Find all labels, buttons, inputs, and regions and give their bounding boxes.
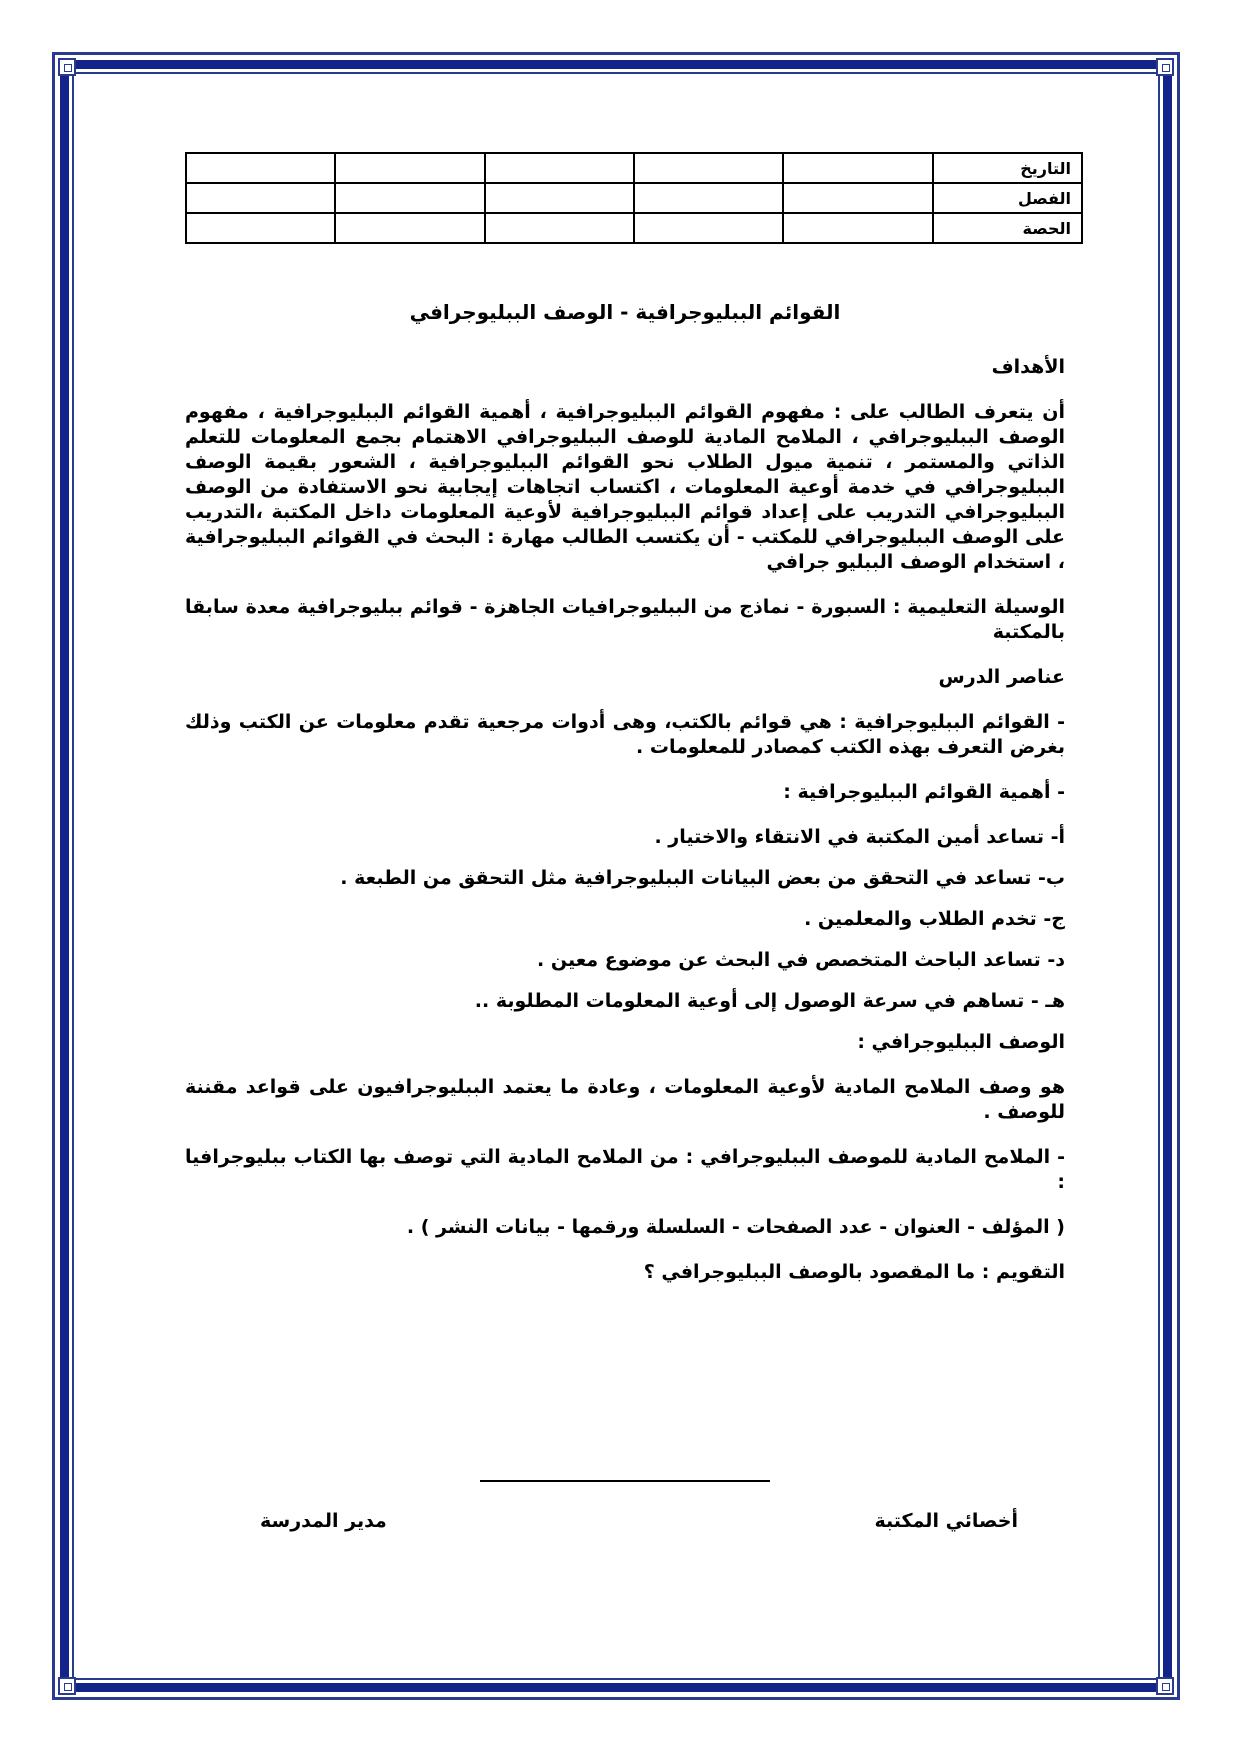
table-row [186, 183, 1082, 213]
lesson-title: القوائم الببليوجرافية - الوصف الببليوجرافي [409, 300, 841, 324]
date-cell[interactable] [485, 153, 634, 183]
description-heading: الوصف الببليوجرافي : [857, 1031, 1065, 1053]
date-label: التاريخ [933, 153, 1082, 183]
signature-divider [480, 1480, 770, 1482]
corner-ornament [1156, 1677, 1174, 1695]
corner-ornament [58, 58, 76, 76]
description-text: هو وصف الملامح المادية لأوعية المعلومات ، وعادة ما يعتمد الببليوجرافيون على قواعد مقننة للوصف . [185, 1076, 1065, 1123]
date-cell[interactable] [634, 153, 783, 183]
class-cell[interactable] [485, 183, 634, 213]
class-cell[interactable] [335, 183, 484, 213]
table-row [186, 153, 1082, 183]
class-label: الفصل [933, 183, 1082, 213]
importance-item: أ- تساعد أمين المكتبة في الانتقاء والاختيار . [654, 826, 1065, 848]
period-label: الحصة [933, 213, 1082, 243]
corner-ornament [1156, 58, 1174, 76]
objectives-text: أن يتعرف الطالب على : مفهوم القوائم الببليوجرافية ، أهمية القوائم الببليوجرافية ، مفهوم الوصف الببليوجرافي ، الملامح المادية للوصف الببليوجرافي الاهتمام بجمع المعلومات للتعلم الذاتي والمستمر ، تنمية ميول الطلاب نحو القوائم الببليوجرافية ، الشعور بقيمة الوصف الببليوجرافي في خدمة أوعية المعلومات ، اكتساب اتجاهات إيجابية نحو الاستفادة من الوصف الببليوجرافي التدريب على إعداد قوائم الببليوجرافية لأوعية المعلومات داخل المكتبة ،التدريب على الوصف الببليوجرافي للمكتب - أن يكتسب الطالب مهارة : البحث في القوائم الببليوجرافية ، استخدام الوصف الببليو جرافي [185, 401, 1065, 573]
importance-item: د- تساعد الباحث المتخصص في البحث عن موضوع معين . [537, 949, 1065, 971]
period-cell[interactable] [634, 213, 783, 243]
period-cell[interactable] [186, 213, 335, 243]
objectives-heading: الأهداف [991, 356, 1065, 378]
class-cell[interactable] [783, 183, 932, 213]
features-list: ( المؤلف - العنوان - عدد الصفحات - السلسلة ورقمها - بيانات النشر ) . [406, 1216, 1065, 1238]
lesson-content [185, 300, 1065, 1305]
period-cell[interactable] [783, 213, 932, 243]
importance-item: ج- تخدم الطلاب والمعلمين . [804, 908, 1065, 930]
definition-text: - القوائم الببليوجرافية : هي قوائم بالكتب، وهى أدوات مرجعية تقدم معلومات عن الكتب وذلك بغرض التعرف بهذه الكتب كمصادر للمعلومات . [185, 711, 1065, 758]
corner-ornament [58, 1677, 76, 1695]
table-row [186, 213, 1082, 243]
teaching-aids: الوسيلة التعليمية : السبورة - نماذج من الببليوجرافيات الجاهزة - قوائم ببليوجرافية معدة سابقا بالمكتبة [185, 596, 1065, 643]
librarian-signature: أخصائي المكتبة [874, 1510, 1018, 1532]
period-cell[interactable] [485, 213, 634, 243]
principal-signature: مدير المدرسة [260, 1510, 387, 1532]
importance-heading: - أهمية القوائم الببليوجرافية : [783, 781, 1065, 803]
evaluation-question: التقويم : ما المقصود بالوصف الببليوجرافي ؟ [643, 1261, 1065, 1283]
lesson-info-table [185, 152, 1083, 244]
class-cell[interactable] [634, 183, 783, 213]
physical-features-text: - الملامح المادية للموصف الببليوجرافي : من الملامح المادية التي توصف بها الكتاب ببليوجرافيا : [185, 1146, 1065, 1193]
lesson-elements-heading: عناصر الدرس [938, 666, 1065, 688]
class-cell[interactable] [186, 183, 335, 213]
importance-item: ب- تساعد في التحقق من بعض البيانات الببليوجرافية مثل التحقق من الطبعة . [340, 867, 1065, 889]
date-cell[interactable] [783, 153, 932, 183]
date-cell[interactable] [335, 153, 484, 183]
importance-item: هـ - تساهم في سرعة الوصول إلى أوعية المعلومات المطلوبة .. [474, 990, 1065, 1012]
date-cell[interactable] [186, 153, 335, 183]
period-cell[interactable] [335, 213, 484, 243]
